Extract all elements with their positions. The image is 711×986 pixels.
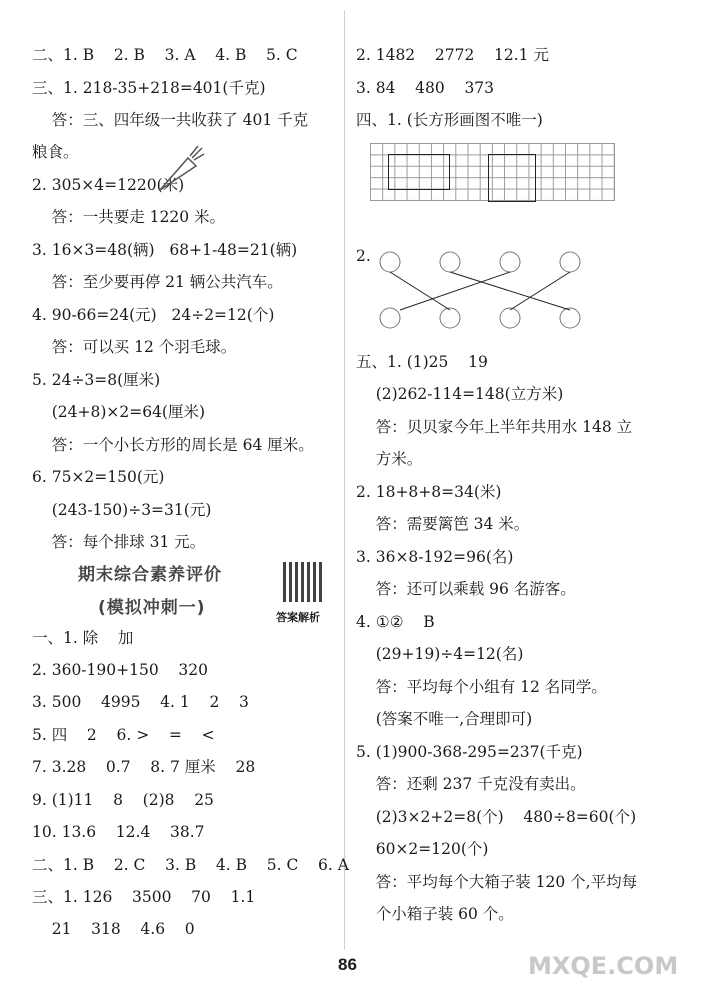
answer-line: 60×2=120(个) (356, 840, 489, 858)
animal-icon (500, 252, 520, 272)
animal-icon (560, 252, 580, 272)
answer-line: 答：每个排球 31 元。 (32, 533, 206, 551)
answer-line: 答：一共要走 1220 米。 (32, 208, 226, 226)
answer-line: 二、1. B 2. B 3. A 4. B 5. C (32, 46, 298, 64)
answer-line: 3. 500 4995 4. 1 2 3 (32, 693, 249, 711)
answer-line: 2. (356, 247, 371, 265)
answer-line: 三、1. 126 3500 70 1.1 (32, 888, 256, 906)
answer-line: 答：需要篱笆 34 米。 (356, 515, 530, 533)
section-title: 期末综合素养评价 (78, 565, 222, 585)
rectangle-shape-1 (388, 154, 450, 190)
answer-line: (24+8)×2=64(厘米) (32, 403, 206, 421)
qr-label: 答案解析 (276, 611, 320, 624)
answer-line: 一、1. 除 加 (32, 629, 134, 647)
answer-line: 2. 1482 2772 12.1 元 (356, 46, 549, 64)
watermark-logo: MXQE.COM (528, 952, 679, 980)
answer-line: 答：平均每个小组有 12 名同学。 (356, 678, 607, 696)
answer-line: 5. (1)900-368-295=237(千克) (356, 743, 583, 761)
answer-line: (29+19)÷4=12(名) (356, 645, 524, 663)
answer-line: 7. 3.28 0.7 8. 7 厘米 28 (32, 758, 256, 776)
animal-icon (440, 308, 460, 328)
answer-line: 5. 24÷3=8(厘米) (32, 371, 161, 389)
answer-line: 4. 90-66=24(元) 24÷2=12(个) (32, 306, 275, 324)
answer-line: 10. 13.6 12.4 38.7 (32, 823, 205, 841)
animal-icon (380, 252, 400, 272)
qr-code-icon[interactable] (283, 562, 323, 602)
answer-line: 3. 36×8-192=96(名) (356, 548, 514, 566)
rectangle-shape-2 (488, 154, 536, 202)
answer-line: 答：一个小长方形的周长是 64 厘米。 (32, 436, 314, 454)
answer-line: 21 318 4.6 0 (32, 920, 195, 938)
answer-line: 二、1. B 2. C 3. B 4. B 5. C 6. A (32, 856, 349, 874)
answer-line: 答：贝贝家今年上半年共用水 148 立 (356, 418, 633, 436)
answer-line: 三、1. 218-35+218=401(千克) (32, 79, 266, 97)
answer-line: 四、1. (长方形画图不唯一) (356, 111, 543, 129)
answer-line: (243-150)÷3=31(元) (32, 501, 212, 519)
answer-line: 答：可以买 12 个羽毛球。 (32, 338, 237, 356)
page-number: 86 (338, 955, 357, 974)
animal-icon (380, 308, 400, 328)
animal-icon (500, 308, 520, 328)
answer-line: 9. (1)11 8 (2)8 25 (32, 791, 214, 809)
answer-line: 答：至少要再停 21 辆公共汽车。 (32, 273, 283, 291)
answer-line: 个小箱子装 60 个。 (356, 905, 514, 923)
answer-line: 3. 84 480 373 (356, 79, 495, 97)
answer-line: 2. 305×4=1220(米) (32, 176, 185, 194)
answer-line: 4. ①② B (356, 613, 435, 631)
answer-line: (2)3×2+2=8(个) 480÷8=60(个) (356, 808, 637, 826)
answer-line: (答案不唯一,合理即可) (356, 710, 533, 728)
column-divider (344, 10, 345, 950)
answer-line: 答：平均每个大箱子装 120 个,平均每 (356, 873, 638, 891)
answer-line: 粮食。 (32, 143, 79, 161)
answer-line: 答：三、四年级一共收获了 401 千克 (32, 111, 309, 129)
answer-line: 5. 四 2 6. > = < (32, 726, 215, 744)
answer-line: 答：还剩 237 千克没有卖出。 (356, 775, 586, 793)
animal-icon (560, 308, 580, 328)
answer-line: 6. 75×2=150(元) (32, 468, 165, 486)
answer-line: 3. 16×3=48(辆) 68+1-48=21(辆) (32, 241, 298, 259)
answer-line: 2. 18+8+8=34(米) (356, 483, 502, 501)
answer-line: 五、1. (1)25 19 (356, 353, 488, 371)
answer-line: 答：还可以乘载 96 名游客。 (356, 580, 576, 598)
matching-diagram (370, 240, 600, 340)
answer-line: 方米。 (356, 450, 423, 468)
carrot-doodle-icon (150, 140, 210, 200)
section-subtitle: (模拟冲刺一) (98, 598, 206, 618)
answer-line: 2. 360-190+150 320 (32, 661, 208, 679)
animal-icon (440, 252, 460, 272)
answer-line: (2)262-114=148(立方米) (356, 385, 564, 403)
